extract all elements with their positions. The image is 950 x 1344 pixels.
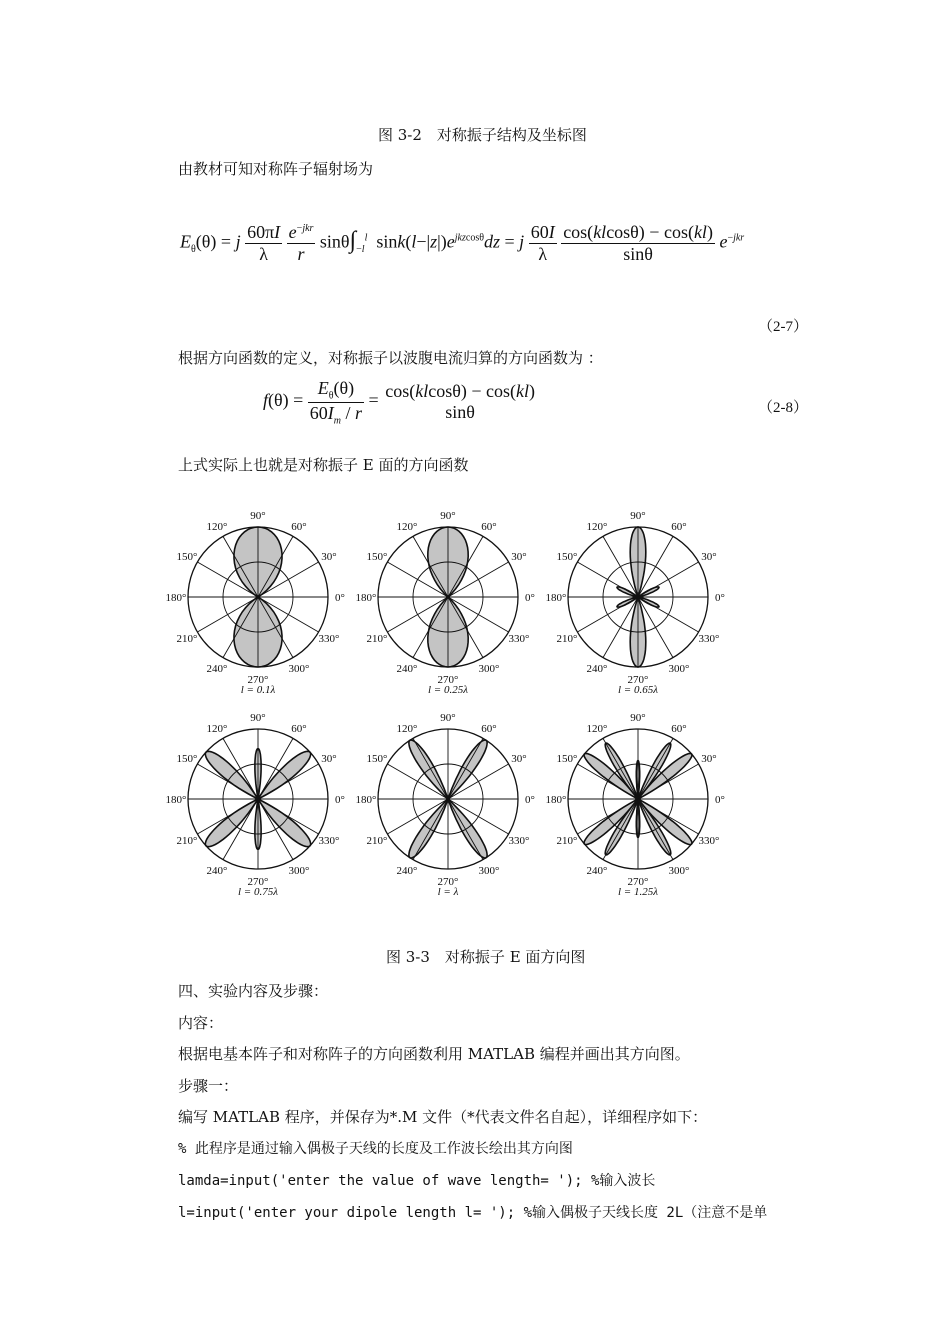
angle-label: 120° xyxy=(206,723,228,735)
angle-label: 120° xyxy=(206,521,228,533)
code-line-3: l=input('enter your dipole length l= '); %输入偶极子天线长度 2L（注意不是单 xyxy=(178,1205,768,1221)
angle-label: 150° xyxy=(366,753,388,765)
angle-label: 330° xyxy=(318,633,340,645)
angle-label: 270° xyxy=(627,876,649,888)
angle-label: 270° xyxy=(437,674,459,686)
angle-label: 90° xyxy=(630,510,646,522)
polar-plot-2 xyxy=(356,510,535,696)
step1-text: 编写 MATLAB 程序，并保存为*.M 文件（*代表文件名自起），详细程序如下： xyxy=(178,1108,708,1126)
angle-label: 240° xyxy=(586,865,608,877)
fig33-caption: 图 3-3 对称振子 E 面方向图 xyxy=(386,948,586,966)
angle-label: 210° xyxy=(176,835,198,847)
angle-label: 30° xyxy=(511,753,527,765)
polar-plot-caption: l = 0.1λ xyxy=(240,684,276,696)
grid-spoke xyxy=(577,562,638,597)
content-label: 内容： xyxy=(178,1014,224,1032)
polar-plot-4 xyxy=(166,712,345,898)
fig32-caption: 图 3-2 对称振子结构及坐标图 xyxy=(378,126,587,144)
polar-plot-caption: l = 0.25λ xyxy=(428,684,468,696)
code-line-1: % 此程序是通过输入偶极子天线的长度及工作波长绘出其方向图 xyxy=(178,1141,573,1157)
angle-label: 180° xyxy=(545,794,567,806)
angle-label: 90° xyxy=(250,712,266,724)
angle-label: 30° xyxy=(511,551,527,563)
grid-spoke xyxy=(638,597,699,632)
angle-label: 150° xyxy=(556,551,578,563)
lobe xyxy=(258,751,311,799)
angle-label: 210° xyxy=(556,835,578,847)
angle-label: 270° xyxy=(247,674,269,686)
equation-2-8-number: （2-8） xyxy=(758,400,808,416)
angle-label: 300° xyxy=(668,865,690,877)
angle-label: 30° xyxy=(701,551,717,563)
angle-label: 90° xyxy=(440,712,456,724)
angle-label: 150° xyxy=(176,551,198,563)
angle-label: 150° xyxy=(366,551,388,563)
angle-label: 180° xyxy=(165,794,187,806)
code-line-2: lamda=input('enter the value of wave length= '); %输入波长 xyxy=(178,1173,656,1189)
angle-label: 0° xyxy=(335,592,345,604)
equation-2-7-number: （2-7） xyxy=(758,319,808,335)
angle-label: 240° xyxy=(396,865,418,877)
angle-label: 180° xyxy=(545,592,567,604)
angle-label: 300° xyxy=(288,663,310,675)
angle-label: 60° xyxy=(291,723,307,735)
definition-text: 根据方向函数的定义，对称振子以波腹电流归算的方向函数为 ： xyxy=(178,349,603,367)
content-text: 根据电基本阵子和对称阵子的方向函数利用 MATLAB 编程并画出其方向图。 xyxy=(178,1045,690,1063)
angle-label: 270° xyxy=(627,674,649,686)
angle-label: 60° xyxy=(671,521,687,533)
grid-spoke xyxy=(413,738,448,799)
grid-spoke xyxy=(413,799,448,860)
angle-label: 120° xyxy=(396,521,418,533)
grid-spoke xyxy=(638,562,699,597)
polar-plot-3 xyxy=(546,510,725,696)
polar-plot-5 xyxy=(356,712,535,898)
angle-label: 30° xyxy=(321,551,337,563)
angle-label: 90° xyxy=(440,510,456,522)
step1-label: 步骤一： xyxy=(178,1077,239,1095)
equation-2-7: $E_\theta(\theta) = j$ $\frac{60\pi I}{\lambda}$ $\frac{e^{-jkr}}{r}$ $\sin\theta\int_{-l}^l$ $\sin k(l-|z|)e^{jkzcos\theta}dz = j$ $\frac{60I}{\lambda}$ $\frac{\cos(klcos\theta) - \cos(kl)}{\sin\theta}$ $e^{-jkr}$ xyxy=(180,222,745,264)
angle-label: 90° xyxy=(250,510,266,522)
angle-label: 330° xyxy=(508,835,530,847)
angle-label: 60° xyxy=(671,723,687,735)
angle-label: 210° xyxy=(176,633,198,645)
polar-plot-1 xyxy=(166,510,345,696)
angle-label: 150° xyxy=(556,753,578,765)
lobe xyxy=(205,751,258,799)
equation-2-8: f(θ) = $\frac{E_\theta(\theta)}{60I_m / r}$ = cos(klcosθ) − cos(kl) sinθ xyxy=(263,378,535,427)
angle-label: 180° xyxy=(355,592,377,604)
polar-plot-caption: l = 0.75λ xyxy=(238,886,278,898)
grid-spoke xyxy=(448,738,483,799)
intro-text: 由教材可知对称阵子辐射场为 xyxy=(178,160,374,178)
angle-label: 240° xyxy=(396,663,418,675)
angle-label: 330° xyxy=(318,835,340,847)
polar-plot-6 xyxy=(546,712,725,898)
angle-label: 300° xyxy=(478,663,500,675)
angle-label: 330° xyxy=(698,633,720,645)
polar-plot-caption: l = 0.65λ xyxy=(618,684,658,696)
grid-spoke xyxy=(577,597,638,632)
grid-spoke xyxy=(448,799,483,860)
angle-label: 270° xyxy=(437,876,459,888)
angle-label: 30° xyxy=(701,753,717,765)
angle-label: 210° xyxy=(366,835,388,847)
angle-label: 60° xyxy=(481,521,497,533)
angle-label: 240° xyxy=(586,663,608,675)
angle-label: 120° xyxy=(586,723,608,735)
angle-label: 180° xyxy=(165,592,187,604)
angle-label: 210° xyxy=(366,633,388,645)
lobe xyxy=(258,799,311,847)
angle-label: 180° xyxy=(355,794,377,806)
e-plane-text: 上式实际上也就是对称振子 E 面的方向函数 xyxy=(178,456,469,474)
angle-label: 0° xyxy=(525,592,535,604)
angle-label: 150° xyxy=(176,753,198,765)
angle-label: 30° xyxy=(321,753,337,765)
polar-pattern-figure xyxy=(0,505,950,915)
angle-label: 60° xyxy=(481,723,497,735)
lobe xyxy=(205,799,258,847)
angle-label: 60° xyxy=(291,521,307,533)
angle-label: 0° xyxy=(715,592,725,604)
angle-label: 300° xyxy=(288,865,310,877)
polar-plot-caption: l = λ xyxy=(437,886,459,898)
angle-label: 90° xyxy=(630,712,646,724)
angle-label: 300° xyxy=(478,865,500,877)
angle-label: 330° xyxy=(698,835,720,847)
angle-label: 330° xyxy=(508,633,530,645)
angle-label: 240° xyxy=(206,663,228,675)
angle-label: 0° xyxy=(525,794,535,806)
section-heading: 四、实验内容及步骤： xyxy=(178,982,329,1000)
angle-label: 120° xyxy=(396,723,418,735)
angle-label: 0° xyxy=(715,794,725,806)
angle-label: 270° xyxy=(247,876,269,888)
angle-label: 120° xyxy=(586,521,608,533)
polar-plot-caption: l = 1.25λ xyxy=(618,886,658,898)
angle-label: 240° xyxy=(206,865,228,877)
angle-label: 300° xyxy=(668,663,690,675)
angle-label: 210° xyxy=(556,633,578,645)
angle-label: 0° xyxy=(335,794,345,806)
